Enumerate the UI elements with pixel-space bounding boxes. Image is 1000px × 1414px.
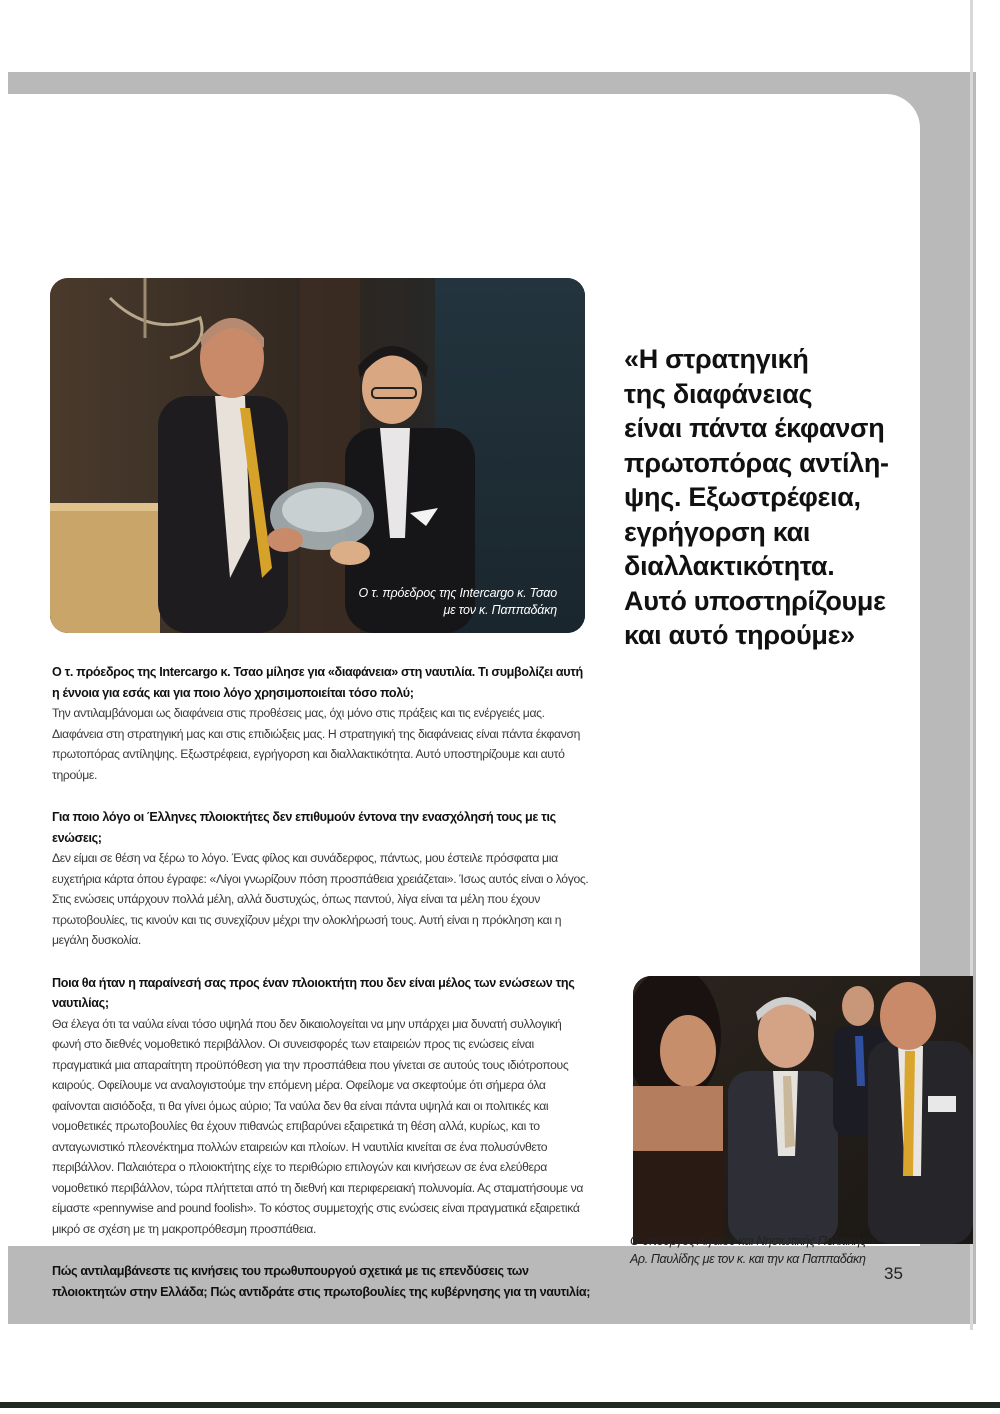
pull-quote-line: της διαφάνειας (624, 378, 813, 409)
photo-caption-line-1: Ο τ. πρόεδρος της Intercargo κ. Τσαο (358, 586, 557, 600)
pull-quote-line: πρωτοπόρας αντίλη- (624, 447, 889, 478)
photo-caption-line-2: Αρ. Παυλίδης με τον κ. και την κα Παππαδάκη (630, 1252, 866, 1266)
pull-quote-line: «Η στρατηγική (624, 344, 809, 374)
interview-article (52, 662, 592, 1324)
photo-award-ceremony (50, 278, 585, 633)
pull-quote-line: εγρήγορση και (624, 516, 811, 547)
photo-award-ceremony-image (50, 278, 585, 633)
interview-question: Πώς αντιλαμβάνεστε τις κινήσεις του πρωθυπουργού σχετικά με τις επενδύσεις των πλοιοκτητών στην Ελλάδα; Πώς αντιδράτε στις πρωτοβουλίες της κυβέρνησης για τη ναυτιλία; (52, 1264, 591, 1299)
interview-answer: Την αντιλαμβάνομαι ως διαφάνεια στις προθέσεις μας, όχι μόνο στις πράξεις και τις ενέργειές μας. Διαφάνεια στη στρατηγική μας και στις επιδιώξεις μας. Η στρατηγική της διαφάνειας είναι πάντα έκφανση πρωτοπόρας αντίληψης. Εξωστρέφεια, εγρήγορση και διαλλακτικότητα. Αυτό υποστηρίζουμε και αυτό τηρούμε. (52, 706, 581, 782)
footer-rule (0, 1402, 1000, 1408)
photo-minister-meeting-image (633, 976, 973, 1244)
interview-answer: Δεν είμαι σε θέση να ξέρω το λόγο. Ένας φίλος και συνάδερφος, πάντως, μου έστειλε πρόσφατα μια ευχετήρια κάρτα όπου έγραφε: «Λίγοι γνωρίζουν πόση προσπάθεια χρειάζεται». Ίσως αυτός είναι ο λόγος. Στις ενώσεις υπάρχουν πολλά μέλη, αλλά δυστυχώς, όπως παντού, λίγα είναι τα μέλη που έχουν πρωτοβουλίες, τις κινούν και τις συνεχίζουν μέχρι την ολοκλήρωσή τους. Αυτή είναι η πρόκληση και η μεγάλη δυσκολία. (52, 851, 589, 947)
photo-caption (359, 585, 557, 619)
photo-minister-meeting (633, 976, 973, 1244)
interview-question: Ποια θα ήταν η παραίνεσή σας προς έναν πλοιοκτήτη που δεν είναι μέλος των ενώσεων της ναυτιλίας; (52, 975, 575, 1010)
interview-question: Για ποιο λόγο οι Έλληνες πλοιοκτήτες δεν επιθυμούν έντονα την ενασχόλησή τους με τις ενώσεις; (52, 810, 556, 845)
page-number: 35 (884, 1264, 903, 1283)
interview-answer: Θα έλεγα ότι τα ναύλα είναι τόσο υψηλά που δεν δικαιολογείται να μην υπάρχει μια δυνατή συλλογική φωνή στο διεθνές νομοθετικό περιβάλλον. Οι συνεισφορές των εταιρειών προς τις ενώσεις είναι πραγματικά μια απαραίτητη προϋπόθεση για την προσπάθεια που γίνεται σε αυτούς τους ιδιότροπους καιρούς. Οφείλουμε να αναλογιστούμε την επόμενη μέρα. Οφείλομε να σκεφτούμε ότι σήμερα όλα φαίνονται αισιόδοξα, τι θα γίνει όμως αύριο; Τα ναύλα δεν θα είναι πάντα υψηλά και οι πολιτικές και νομοθετικές πρωτοβουλίες θα έχουν πιθανώς επιβαρύνει εξαιρετικά τη θέση αλλά, κυρίως, και το ανταγωνιστικό πλεονέκτημα πολλών εταιρειών και πλοίων. Η ναυτιλία κινείται σε ένα πολυσύνθετο περιβάλλον. Παλαιότερα ο πλοιοκτήτης είχε το περιθώριο επιλογών και κινήσεων σε ένα ελεύθερα νομοθετικό περιβάλλον, τώρα πλήττεται από τη διεθνή και περιφερειακή πολυνομία. Ας σταματήσουμε να είμαστε «pennywise and pound foolish». Το κόστος συμμετοχής στις ενώσεις είναι πραγματικά εξαιρετικά μικρό σε σχέση με τη μακροπρόθεσμη προσπάθεια. (52, 1016, 584, 1236)
pull-quote-line: ψης. Εξωστρέφεια, (624, 482, 861, 512)
photo-caption-line-2: με τον κ. Παππαδάκη (443, 603, 557, 617)
pull-quote-line: είναι πάντα έκφανση (624, 413, 885, 443)
interview-question: Ο τ. πρόεδρος της Intercargo κ. Τσαο μίλησε για «διαφάνεια» στη ναυτιλία. Τι συμβολίζει αυτή η έννοια για εσάς και για ποιο λόγο χρησιμοποιείται τόσο πολύ; (52, 665, 583, 700)
pull-quote-line: διαλλακτικότητα. (624, 551, 835, 581)
photo-caption-line-1: Ο υπουργός Αιγαίου και Νησιωτικής Πολιτικής (630, 1234, 866, 1248)
photo-caption (630, 1232, 866, 1268)
pull-quote-line: και αυτό τηρούμε» (624, 620, 855, 650)
pull-quote-line: Αυτό υποστηρίζουμε (624, 585, 886, 616)
pull-quote (624, 342, 889, 653)
